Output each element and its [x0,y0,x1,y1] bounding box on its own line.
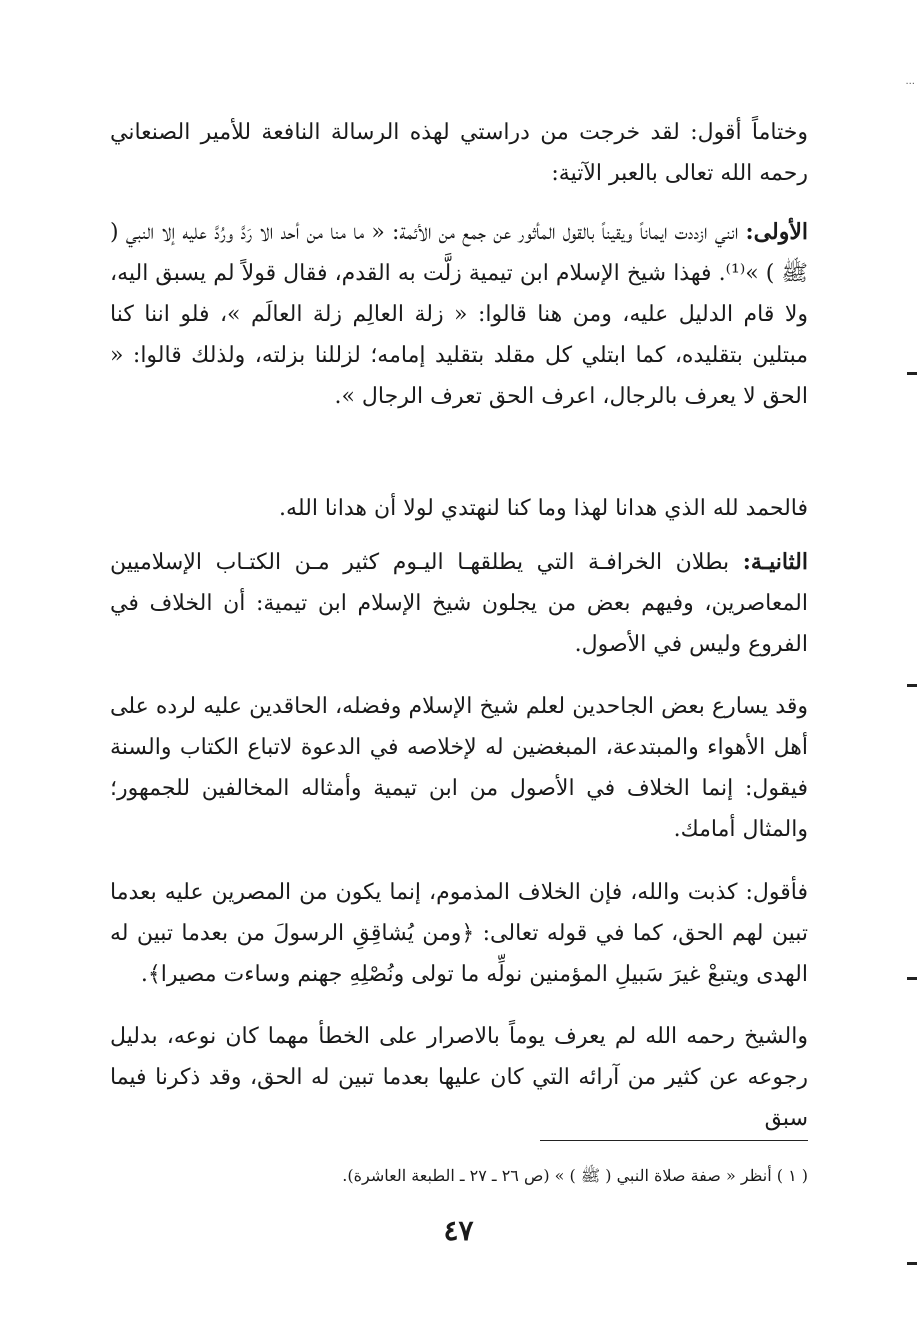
paragraph-continuation [110,1016,808,1139]
edge-mark [907,372,917,375]
paragraph-text: وختاماً أقول: لقد خرجت من دراستي لهذه الرسالة النافعة للأمير الصنعاني رحمه الله تعالى بالعبر الآتية: [110,120,808,186]
paragraph-praise [110,488,808,529]
paragraph-text: بطلان الخرافـة التي يطلقهـا اليـوم كثير مـن الكتـاب الإسلاميين المعاصرين، وفيهم بعض من يجلون شيخ الإسلام ابن تيمية: أن الخلاف في الفروع وليس في الأصول. [110,550,808,657]
edge-mark [907,684,917,687]
footnote: ( ١ ) أنظر « صفة صلاة النبي ( ﷺ ) » (ص ٢٦ ـ ٢٧ ـ الطبعة العاشرة). [342,1166,808,1185]
page-number: ٤٧ [443,1214,474,1247]
paragraph-text: فالحمد لله الذي هدانا لهذا وما كنا لنهتدي لولا أن هدانا الله. [279,496,808,521]
paragraph-objection [110,686,808,850]
lesson-heading-second: الثانيـة: [742,549,808,575]
paragraph-second-lesson [110,542,808,665]
edge-mark [907,1262,917,1265]
edge-dots: ... [905,76,915,87]
lesson-heading-first: الأولى: [745,219,808,245]
paragraph-response [110,872,808,995]
paragraph-text: فأقول: كذبت والله، فإن الخلاف المذموم، إنما يكون من المصرين عليه بعدما تبين لهم الحق، كما في قوله تعالى: ﴿ومن يُشاقِقِ الرسولَ من بعدما تبين له الهدى ويتبعْ غيرَ سَبيلِ المؤمنين نولِّه ما تولى ونُصْلِهِ جهنم وساءت مصيرا﴾. [110,880,808,987]
paragraph-text: والشيخ رحمه الله لم يعرف يوماً بالاصرار على الخطأ مهما كان نوعه، بدليل رجوعه عن كثير من آرائه التي كان عليها بعدما تبين له الحق، وقد ذكرنا فيما سبق [110,1024,808,1131]
paragraph-closing-intro [110,112,808,194]
footnote-divider [540,1140,808,1141]
paragraph-first-lesson [110,212,808,417]
paragraph-text: انني ازددت ايماناً ويقيناً بالقول المأثور عن جمع من الأئمة: « ما منا من أحد الا رَدَّ ورُدَّ عليه إلا النبي ( ﷺ ) »⁽¹⁾. فهذا شيخ الإسلام ابن تيمية زلَّت به القدم، فقال قولاً لم يسبق اليه، ولا قام الدليل عليه، ومن هنا قالوا: « زلة العالِم زلة العالَم »، فلو اننا كنا مبتلين بتقليده، كما ابتلي كل مقلد بتقليد إمامه؛ لزللنا بزلته، ولذلك قالوا: « الحق لا يعرف بالرجال، اعرف الحق تعرف الرجال ». [110,220,809,409]
edge-mark [907,977,917,980]
paragraph-text: وقد يسارع بعض الجاحدين لعلم شيخ الإسلام وفضله، الحاقدين عليه لرده على أهل الأهواء والمبتدعة، المبغضين له لإخلاصه في الدعوة لاتباع الكتاب والسنة فيقول: إنما الخلاف في الأصول من ابن تيمية وأمثاله المخالفين للجمهور؛ والمثال أمامك. [110,694,808,842]
